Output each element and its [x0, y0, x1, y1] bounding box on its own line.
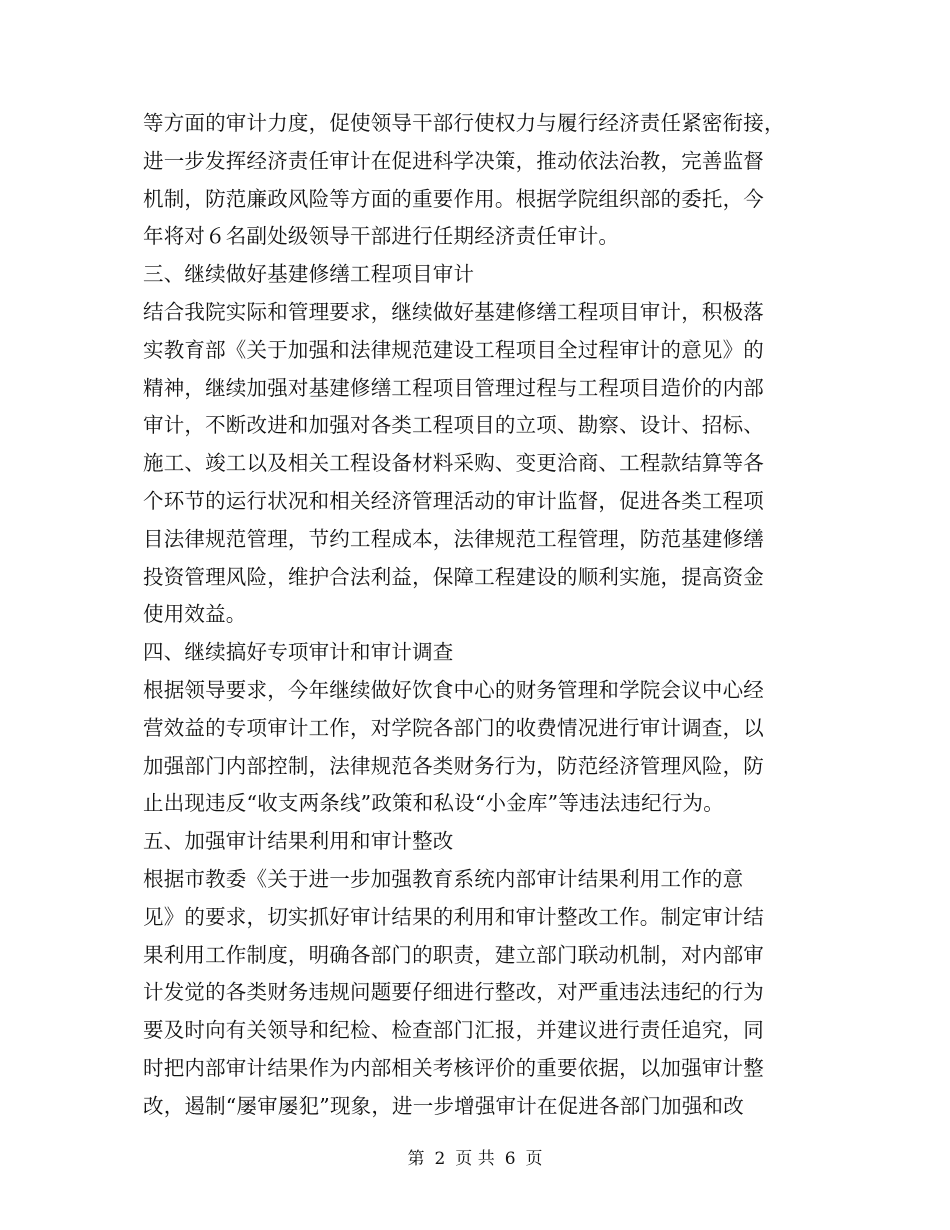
footer-suffix: 页 — [525, 1149, 543, 1169]
body-text — [143, 105, 808, 1126]
text-line: 机制，防范廉政风险等方面的重要作用。根据学院组织部的委托，今 — [143, 186, 764, 211]
text-line: 根据市教委《关于进一步加强教育系统内部审计结果利用工作的意 — [143, 866, 744, 891]
text-line: 施工、竣工以及相关工程设备材料采购、变更洽商、工程款结算等各 — [143, 451, 764, 476]
text-line: 实教育部《关于加强和法律规范建设工程项目全过程审计的意见》的 — [143, 337, 764, 362]
text-line: 年将对６名副处级领导干部进行任期经济责任审计。 — [143, 224, 620, 249]
text-line: 计发觉的各类财务违规问题要仔细进行整改，对严重违法违纪的行为 — [143, 980, 764, 1005]
section-heading: 四、继续搞好专项审计和审计调查 — [143, 640, 454, 665]
text-line: 投资管理风险，维护合法利益，保障工程建设的顺利实施，提高资金 — [143, 564, 764, 589]
footer-total-pages: 6 — [504, 1149, 516, 1169]
section-heading: 五、加强审计结果利用和审计整改 — [143, 829, 454, 854]
text-line: 止出现违反“收支两条线”政策和私设“小金库”等违法违纪行为。 — [143, 791, 724, 816]
text-line: 营效益的专项审计工作，对学院各部门的收费情况进行审计调查，以 — [143, 715, 764, 740]
text-line: 见》的要求，切实抓好审计结果的利用和审计整改工作。制定审计结 — [143, 904, 764, 929]
section-heading: 三、继续做好基建修缮工程项目审计 — [143, 262, 475, 287]
text-line: 审计，不断改进和加强对各类工程项目的立项、勘察、设计、招标、 — [143, 413, 764, 438]
text-line: 要及时向有关领导和纪检、检查部门汇报，并建议进行责任追究，同 — [143, 1018, 764, 1043]
page-footer — [0, 1147, 950, 1171]
text-line: 精神，继续加强对基建修缮工程项目管理过程与工程项目造价的内部 — [143, 375, 764, 400]
text-line: 加强部门内部控制，法律规范各类财务行为，防范经济管理风险，防 — [143, 753, 764, 778]
text-line: 根据领导要求，今年继续做好饮食中心的财务管理和学院会议中心经 — [143, 677, 764, 702]
text-line: 个环节的运行状况和相关经济管理活动的审计监督，促进各类工程项 — [143, 488, 764, 513]
text-line: 使用效益。 — [143, 602, 247, 627]
text-line: 时把内部审计结果作为内部相关考核评价的重要依据，以加强审计整 — [143, 1055, 764, 1080]
text-line: 改，遏制“屡审屡犯”现象，进一步增强审计在促进各部门加强和改 — [143, 1093, 744, 1118]
text-line: 进一步发挥经济责任审计在促进科学决策，推动依法治教，完善监督 — [143, 148, 764, 173]
footer-middle: 页 共 — [455, 1149, 495, 1169]
text-line: 等方面的审计力度，促使领导干部行使权力与履行经济责任紧密衔接， — [143, 111, 785, 135]
text-line: 目法律规范管理，节约工程成本，法律规范工程管理，防范基建修缮 — [143, 526, 764, 551]
text-line: 果利用工作制度，明确各部门的职责，建立部门联动机制，对内部审 — [143, 942, 764, 967]
footer-prefix: 第 — [407, 1149, 425, 1169]
text-line: 结合我院实际和管理要求，继续做好基建修缮工程项目审计，积极落 — [143, 299, 764, 324]
footer-page-number: 2 — [434, 1149, 446, 1169]
